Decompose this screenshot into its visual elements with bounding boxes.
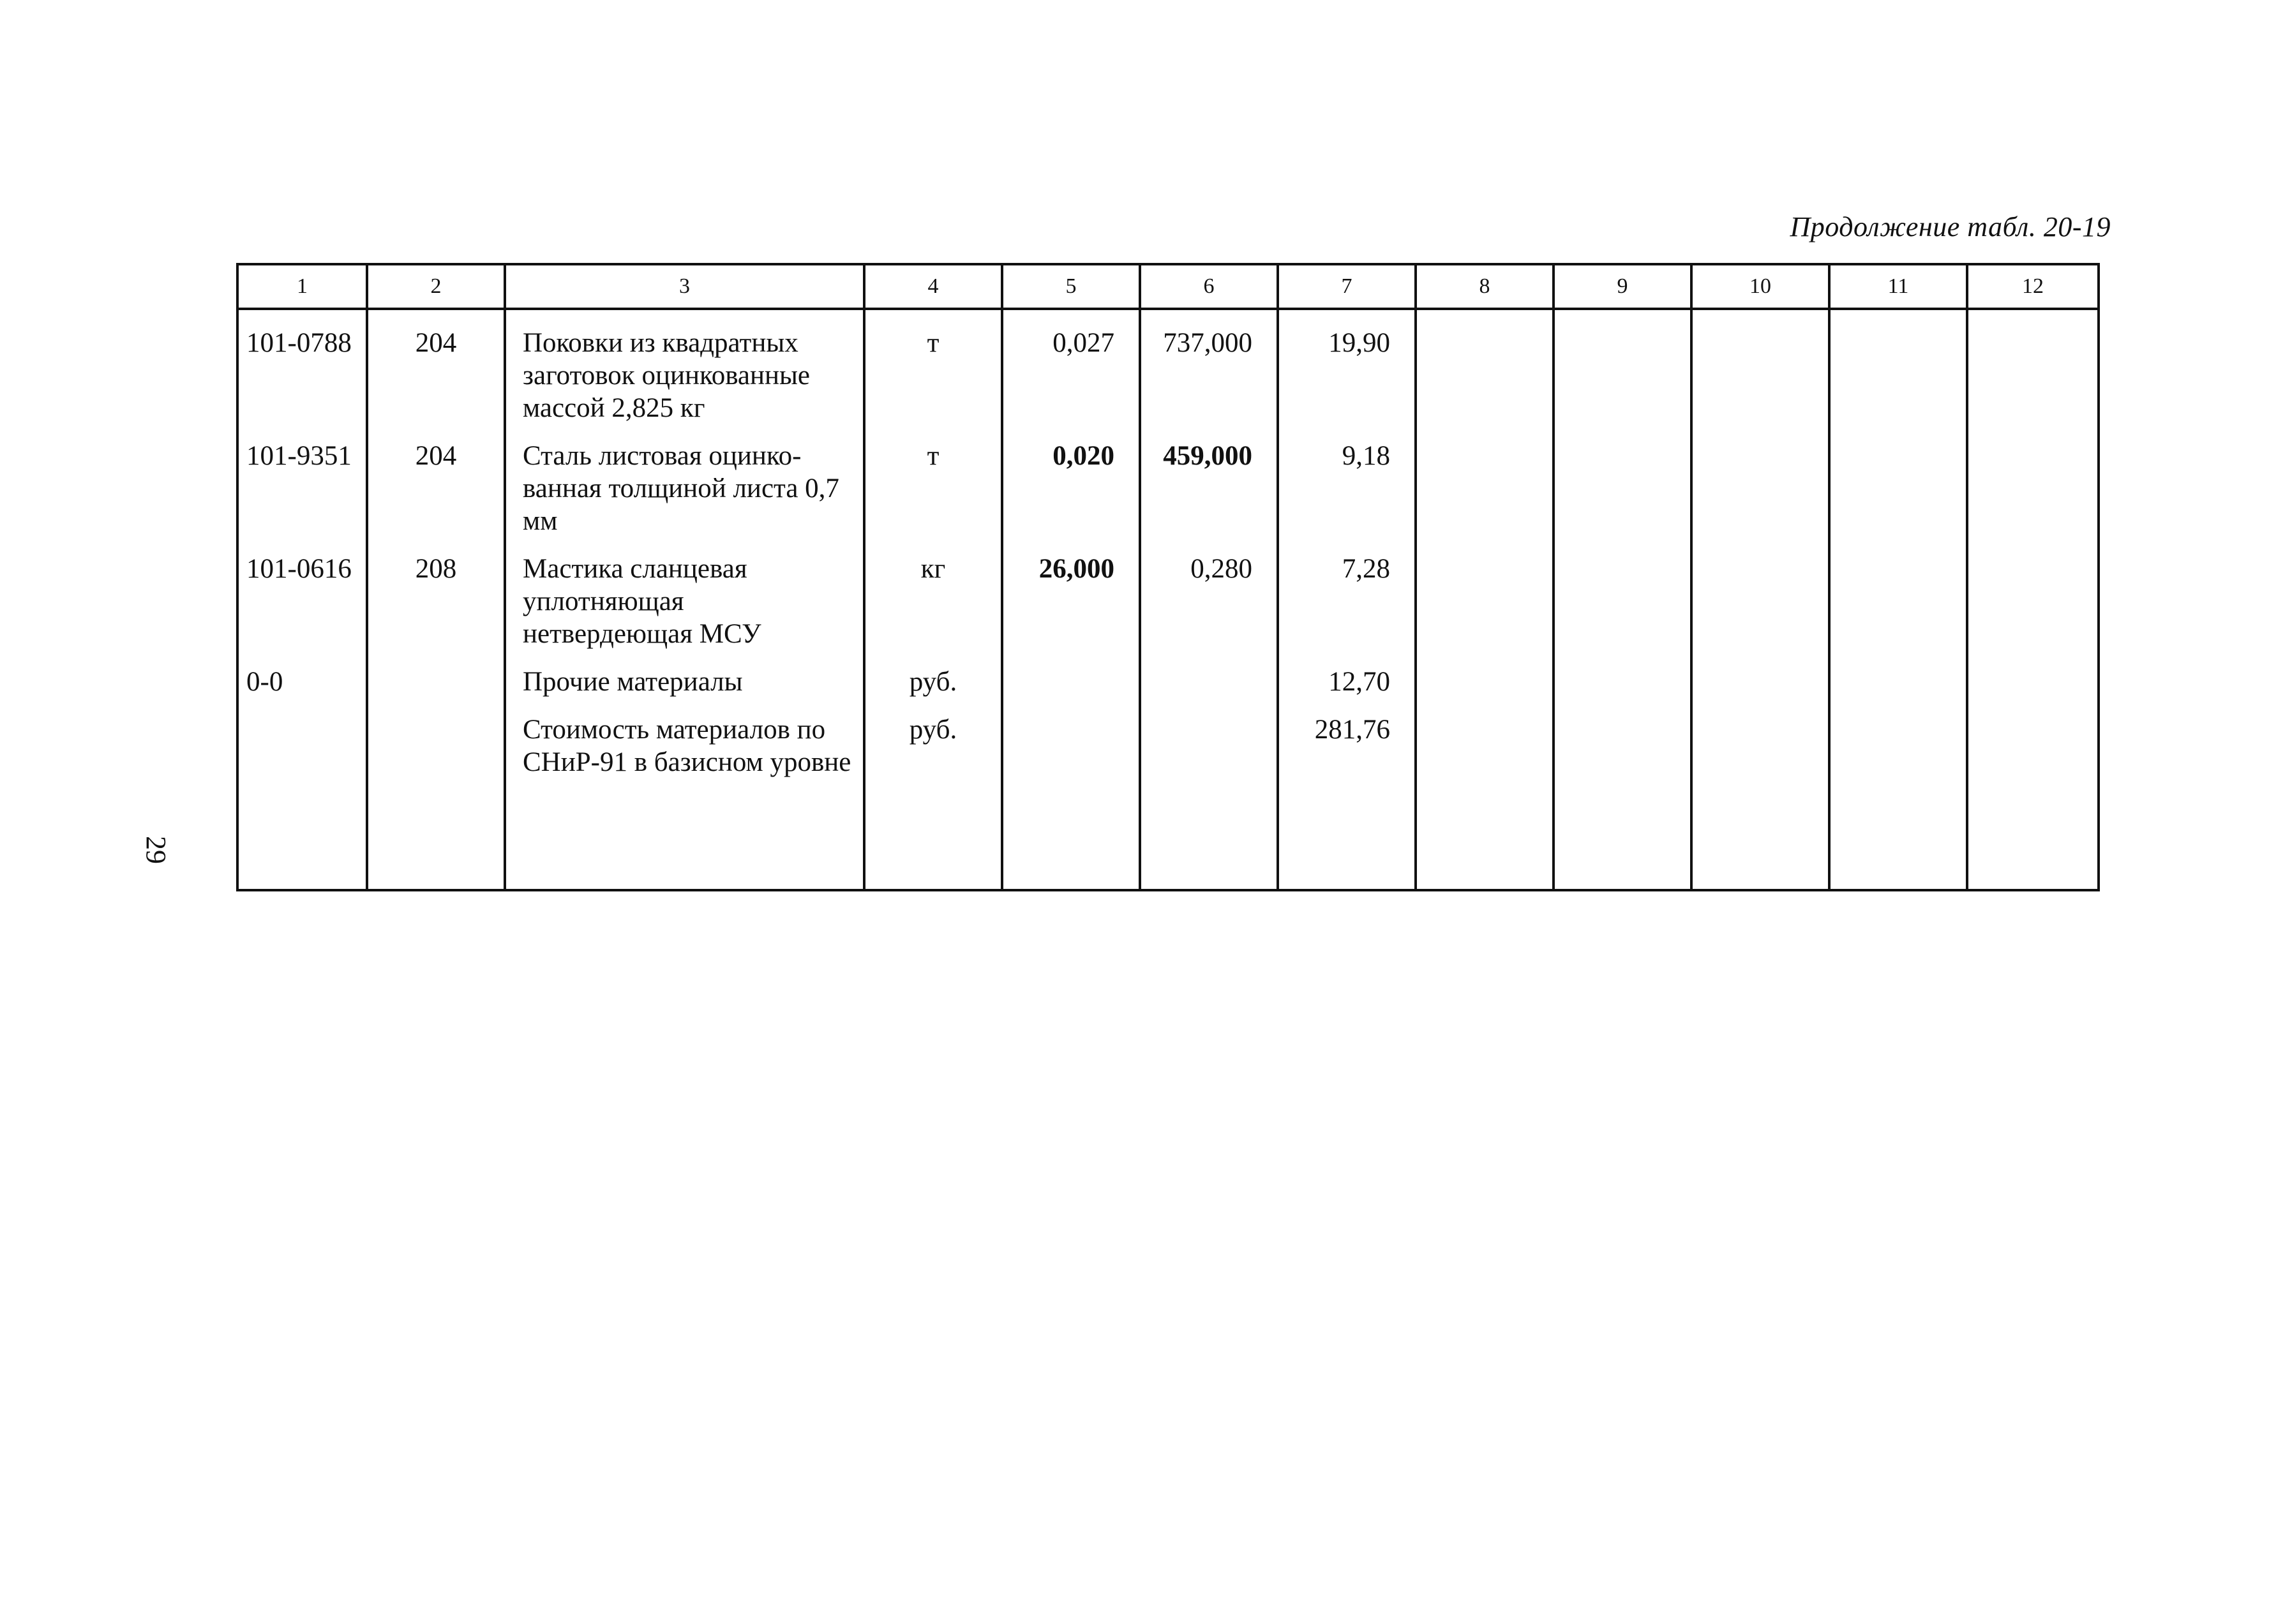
empty-cell — [1554, 650, 1691, 698]
material-name: Мастика сланцевая уплотняющая нетвердеющая МСУ — [505, 537, 864, 650]
material-name: Поковки из квадратных заготовок оцинкованные массой 2,825 кг — [505, 309, 864, 424]
empty-cell — [1967, 650, 2099, 698]
column-header: 12 — [1967, 264, 2099, 309]
group-code — [367, 698, 505, 778]
empty-cell — [1554, 424, 1691, 537]
unit-price: 737,000 — [1140, 309, 1278, 424]
unit: т — [864, 424, 1002, 537]
column-header: 3 — [505, 264, 864, 309]
unit: руб. — [864, 698, 1002, 778]
quantity: 26,000 — [1002, 537, 1140, 650]
empty-cell — [1967, 309, 2099, 424]
empty-cell — [1829, 778, 1967, 890]
empty-cell — [1829, 650, 1967, 698]
material-code: 0-0 — [237, 650, 367, 698]
empty-cell — [1416, 309, 1554, 424]
column-header: 11 — [1829, 264, 1967, 309]
unit-price — [1140, 698, 1278, 778]
column-header: 10 — [1691, 264, 1829, 309]
empty-cell — [1554, 537, 1691, 650]
unit: руб. — [864, 650, 1002, 698]
table-row — [237, 537, 2099, 650]
empty-cell — [1967, 698, 2099, 778]
table-filler-row — [237, 778, 2099, 890]
table-row — [237, 650, 2099, 698]
group-code: 204 — [367, 309, 505, 424]
column-header: 7 — [1278, 264, 1416, 309]
material-name: Стоимость материалов по СНиР-91 в базисном уровне — [505, 698, 864, 778]
material-code — [237, 698, 367, 778]
header-row — [237, 264, 2099, 309]
column-header: 1 — [237, 264, 367, 309]
column-header: 4 — [864, 264, 1002, 309]
empty-cell — [237, 778, 367, 890]
column-header: 2 — [367, 264, 505, 309]
material-code: 101-9351 — [237, 424, 367, 537]
material-code: 101-0616 — [237, 537, 367, 650]
group-code — [367, 650, 505, 698]
column-header: 5 — [1002, 264, 1140, 309]
total-cost: 281,76 — [1278, 698, 1416, 778]
unit-price: 459,000 — [1140, 424, 1278, 537]
empty-cell — [1829, 424, 1967, 537]
quantity — [1002, 650, 1140, 698]
empty-cell — [1002, 778, 1140, 890]
empty-cell — [1554, 309, 1691, 424]
empty-cell — [1140, 778, 1278, 890]
quantity: 0,020 — [1002, 424, 1140, 537]
table-row — [237, 309, 2099, 424]
empty-cell — [1829, 537, 1967, 650]
materials-table — [236, 263, 2100, 891]
material-name: Прочие материалы — [505, 650, 864, 698]
quantity: 0,027 — [1002, 309, 1140, 424]
total-cost: 9,18 — [1278, 424, 1416, 537]
empty-cell — [1691, 778, 1829, 890]
group-code: 204 — [367, 424, 505, 537]
unit-price: 0,280 — [1140, 537, 1278, 650]
empty-cell — [1691, 650, 1829, 698]
empty-cell — [1829, 309, 1967, 424]
quantity — [1002, 698, 1140, 778]
empty-cell — [1416, 424, 1554, 537]
empty-cell — [367, 778, 505, 890]
unit: кг — [864, 537, 1002, 650]
empty-cell — [864, 778, 1002, 890]
group-code: 208 — [367, 537, 505, 650]
empty-cell — [1278, 778, 1416, 890]
empty-cell — [1416, 698, 1554, 778]
empty-cell — [1416, 537, 1554, 650]
empty-cell — [1967, 424, 2099, 537]
unit: т — [864, 309, 1002, 424]
empty-cell — [1416, 778, 1554, 890]
table-row — [237, 698, 2099, 778]
empty-cell — [1967, 778, 2099, 890]
table-row — [237, 424, 2099, 537]
page-number: 29 — [140, 836, 172, 864]
table-continuation-caption: Продолжение табл. 20-19 — [1790, 211, 2111, 242]
column-header: 9 — [1554, 264, 1691, 309]
empty-cell — [1691, 309, 1829, 424]
empty-cell — [1554, 778, 1691, 890]
total-cost: 12,70 — [1278, 650, 1416, 698]
empty-cell — [1967, 537, 2099, 650]
empty-cell — [505, 778, 864, 890]
empty-cell — [1829, 698, 1967, 778]
empty-cell — [1416, 650, 1554, 698]
total-cost: 7,28 — [1278, 537, 1416, 650]
material-name: Сталь листовая оцинко-ванная толщиной листа 0,7 мм — [505, 424, 864, 537]
material-code: 101-0788 — [237, 309, 367, 424]
empty-cell — [1554, 698, 1691, 778]
column-header: 6 — [1140, 264, 1278, 309]
empty-cell — [1691, 424, 1829, 537]
empty-cell — [1691, 537, 1829, 650]
unit-price — [1140, 650, 1278, 698]
total-cost: 19,90 — [1278, 309, 1416, 424]
empty-cell — [1691, 698, 1829, 778]
column-header: 8 — [1416, 264, 1554, 309]
